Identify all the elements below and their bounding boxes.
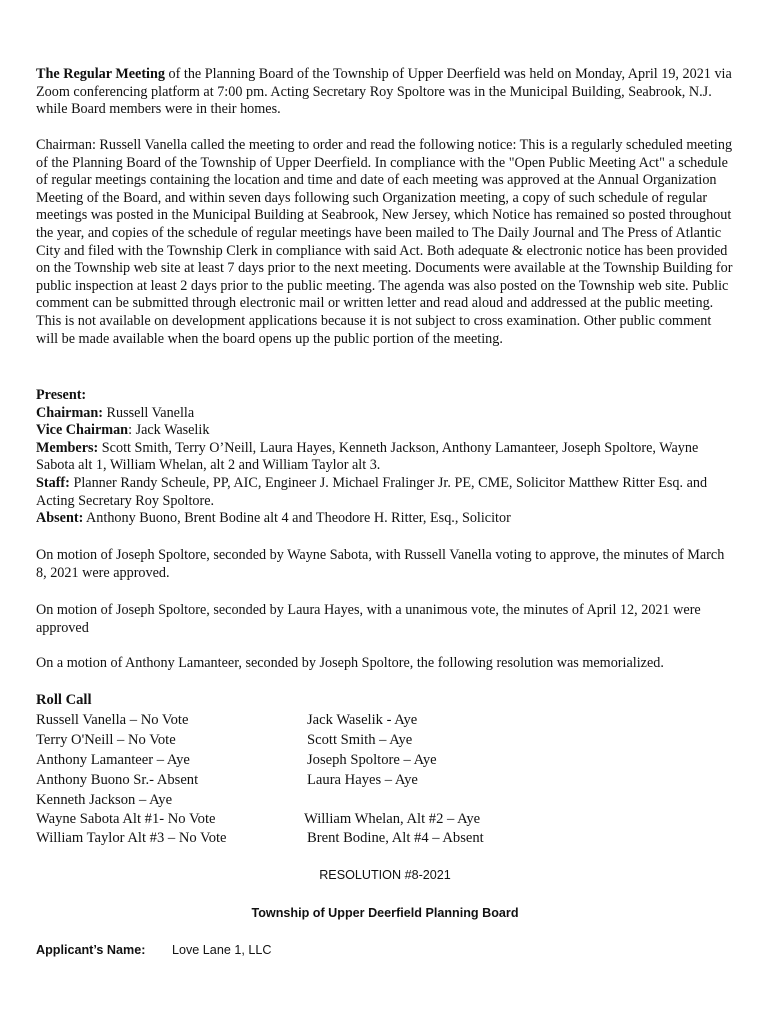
members-line xyxy=(36,440,736,475)
vice-chairman-name: : Jack Waselik xyxy=(128,422,210,439)
staff-label: Staff: xyxy=(36,474,70,491)
staff-line xyxy=(36,475,736,510)
roll-call-left-7: William Taylor Alt #3 – No Vote xyxy=(36,830,227,846)
roll-call-left-6: Wayne Sabota Alt #1- No Vote xyxy=(36,811,216,827)
chairman-name: Russell Vanella xyxy=(103,404,195,421)
chairman-label: Chairman: xyxy=(36,404,103,421)
vice-chairman-line xyxy=(36,422,736,440)
intro-bold-lead: The Regular Meeting xyxy=(36,66,165,82)
members-list: Scott Smith, Terry O’Neill, Laura Hayes, Kenneth Jackson, Anthony Lamanteer, Joseph Spoltore, Wayne Sabota alt 1, William Whelan, alt 2 and William Taylor alt 3. xyxy=(36,439,699,474)
roll-call-right-4: Laura Hayes – Aye xyxy=(307,772,418,788)
applicant-value: Love Lane 1, LLC xyxy=(172,943,272,957)
vice-chairman-label: Vice Chairman xyxy=(36,422,129,439)
roll-call-right-3: Joseph Spoltore – Aye xyxy=(307,752,437,768)
roll-call-right-6: Brent Bodine, Alt #4 – Absent xyxy=(307,830,484,846)
absent-list: Anthony Buono, Brent Bodine alt 4 and Theodore H. Ritter, Esq., Solicitor xyxy=(83,510,511,527)
roll-call-right-2: Scott Smith – Aye xyxy=(307,732,413,748)
resolution-number: RESOLUTION #8-2021 xyxy=(319,868,451,882)
roll-call-left-5: Kenneth Jackson – Aye xyxy=(36,792,173,808)
absent-label: Absent: xyxy=(36,510,84,527)
motion-minutes-april: On motion of Joseph Spoltore, seconded by Laura Hayes, with a unanimous vote, the minutes of April 12, 2021 were approved xyxy=(36,602,701,636)
roll-call-right-5: William Whelan, Alt #2 – Aye xyxy=(304,811,481,827)
members-label: Members: xyxy=(36,439,99,456)
applicant-label: Applicant’s Name: xyxy=(36,943,146,957)
roll-call-right-1: Jack Waselik - Aye xyxy=(307,712,418,728)
roll-call-left-2: Terry O'Neill – No Vote xyxy=(36,732,176,748)
resolution-board: Township of Upper Deerfield Planning Board xyxy=(251,906,519,920)
chairman-line xyxy=(36,405,736,423)
roll-call-left-1: Russell Vanella – No Vote xyxy=(36,712,189,728)
notice-paragraph: Chairman: Russell Vanella called the meeting to order and read the following notice: This is a regularly scheduled meeting of the Planning Board of the Township of Upper Deerfield. In compliance with the "Open Public Meeting Act" a schedule of regular meetings containing the location and time and date of each meeting was approved at the Annual Organization Meeting of the Board, and within seven days following such Organization meeting, a copy of such schedule of regular meetings was posted in the Municipal Building at Seabrook, New Jersey, which Notice has remained so posted throughout the year, and copies of the schedule of regular meetings have been mailed to The Daily Journal and The Press of Atlantic City and filed with the Township Clerk in compliance with said Act. Both adequate & electronic notice has been provided on the Township web site at least 7 days prior to the next meeting. Documents were available at the Township Building for public inspection at least 2 days prior to the public meeting. The agenda was also posted on the Township web site. Public comment can be submitted through electronic mail or written letter and read aloud and addressed at the public meeting. This is not available on development applications because it is not subject to cross examination. Other public comment will be made available when the board opens up the public portion of the meeting. xyxy=(36,137,733,347)
motion-minutes-march: On motion of Joseph Spoltore, seconded by Wayne Sabota, with Russell Vanella voting to approve, the minutes of March 8, 2021 were approved. xyxy=(36,547,725,581)
roll-call-title: Roll Call xyxy=(36,692,92,708)
intro-text: of the Planning Board of the Township of Upper Deerfield was held on Monday, April 19, 2021 via Zoom conferencing platform at 7:00 pm. Acting Secretary Roy Spoltore was in the Municipal Building, Seabrook, N.J. while Board members were in their homes. xyxy=(36,66,732,118)
staff-list: Planner Randy Scheule, PP, AIC, Engineer J. Michael Fralinger Jr. PE, CME, Solicitor Matthew Ritter Esq. and Acting Secretary Roy Spoltore. xyxy=(36,474,708,509)
motion-resolution: On a motion of Anthony Lamanteer, seconded by Joseph Spoltore, the following resolution was memorialized. xyxy=(36,655,664,671)
roll-call-left-4: Anthony Buono Sr.- Absent xyxy=(36,772,199,788)
absent-line xyxy=(36,510,736,528)
attendance-block xyxy=(36,387,736,528)
present-label: Present: xyxy=(36,387,87,403)
intro-paragraph xyxy=(36,66,736,119)
roll-call-left-3: Anthony Lamanteer – Aye xyxy=(36,752,190,768)
